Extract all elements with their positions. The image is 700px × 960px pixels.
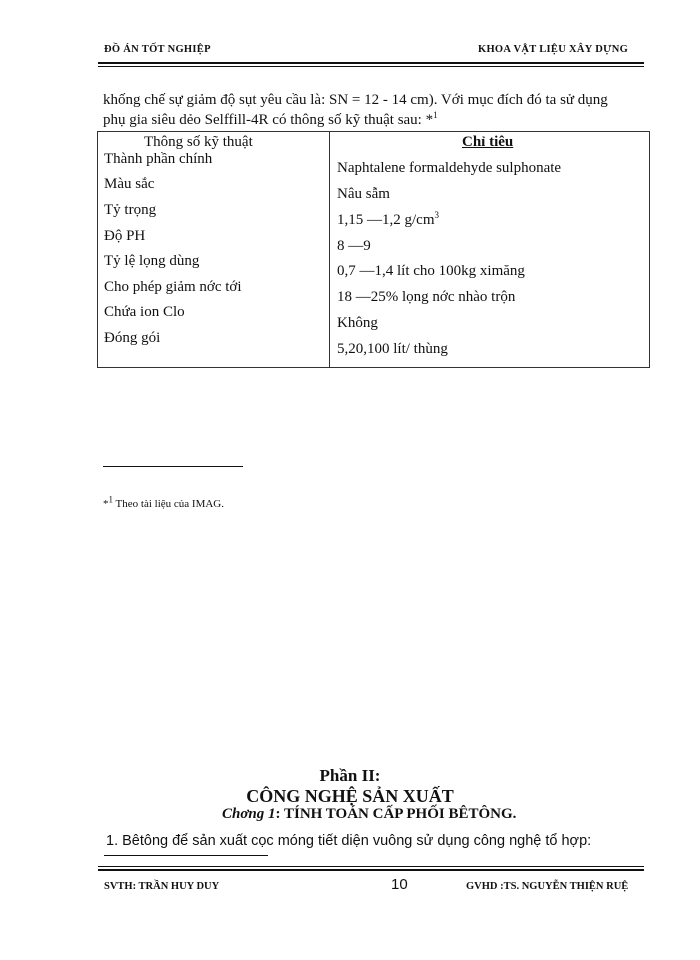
intro-line-2 — [103, 111, 438, 130]
header-right: KHOA VẬT LIỆU XÂY DỰNG — [478, 44, 629, 55]
footer-rule-thick — [98, 869, 644, 871]
value-row-density — [337, 212, 439, 229]
value-row: 0,7 —1,4 lít cho 100kg ximăng — [337, 263, 525, 279]
value-row: Naphtalene formaldehyde sulphonate — [337, 160, 562, 176]
table-header-value: Chỉ tiêu — [462, 134, 514, 150]
footer-left: SVTH: TRẦN HUY DUY — [104, 881, 220, 892]
value-row: 5,20,100 lít/ thùng — [337, 341, 448, 357]
chapter-heading — [222, 806, 516, 823]
param-row: Tỷ trọng — [104, 202, 157, 218]
spec-table — [97, 131, 650, 368]
intro-line-2-text: phụ gia siêu dẻo Selffill-4R có thông số kỹ thuật sau: * — [103, 112, 434, 128]
param-row: Màu sắc — [104, 176, 155, 192]
header-rule-thin — [98, 66, 644, 67]
header-rule-thick — [98, 62, 644, 64]
header-left: ĐỒ ÁN TỐT NGHIỆP — [104, 44, 211, 55]
footer-right: GVHD :TS. NGUYỄN THIỆN RUỆ — [466, 881, 629, 892]
param-row: Đóng gói — [104, 330, 161, 346]
value-row: 18 —25% lọng nớc nhào trộn — [337, 289, 516, 305]
part-title: CÔNG NGHỆ SẢN XUẤT — [246, 786, 454, 806]
page-number: 10 — [391, 876, 408, 893]
short-rule — [104, 855, 268, 856]
footnote — [103, 494, 224, 510]
param-row: Độ PH — [104, 228, 146, 244]
value-density-sup: 3 — [434, 210, 439, 220]
table-header-param: Thông số kỹ thuật — [144, 134, 253, 150]
footnote-mark: * — [103, 498, 109, 510]
value-density-text: 1,15 —1,2 g/cm — [337, 212, 435, 228]
table-divider — [329, 132, 330, 367]
chapter-prefix: Chơng 1 — [222, 806, 276, 822]
param-row: Cho phép giảm nớc tới — [104, 279, 242, 295]
value-row: 8 —9 — [337, 238, 371, 254]
value-row: Nâu sẫm — [337, 186, 390, 202]
footnote-num: 1 — [108, 494, 113, 505]
chapter-title: : TÍNH TOÁN CẤP PHỐI BÊTÔNG. — [275, 806, 517, 822]
footnote-rule — [103, 466, 243, 467]
param-row: Thành phần chính — [104, 151, 213, 167]
intro-line-1: khống chế sự giảm độ sụt yêu cầu là: SN = 12 - 14 cm). Với mục đích đó ta sử dụng — [103, 92, 608, 108]
footnote-ref: 1 — [433, 110, 438, 120]
footer-rule-thin — [98, 866, 644, 867]
part-label: Phần II: — [319, 766, 381, 785]
section-item-1: 1. Bêtông để sản xuất cọc móng tiết diện vuông sử dụng công nghệ tổ hợp: — [106, 833, 592, 849]
footnote-text: Theo tài liệu của IMAG. — [113, 498, 224, 510]
param-row: Chứa ion Clo — [104, 304, 185, 320]
param-row: Tỷ lệ lọng dùng — [104, 253, 200, 269]
value-row: Không — [337, 315, 378, 331]
